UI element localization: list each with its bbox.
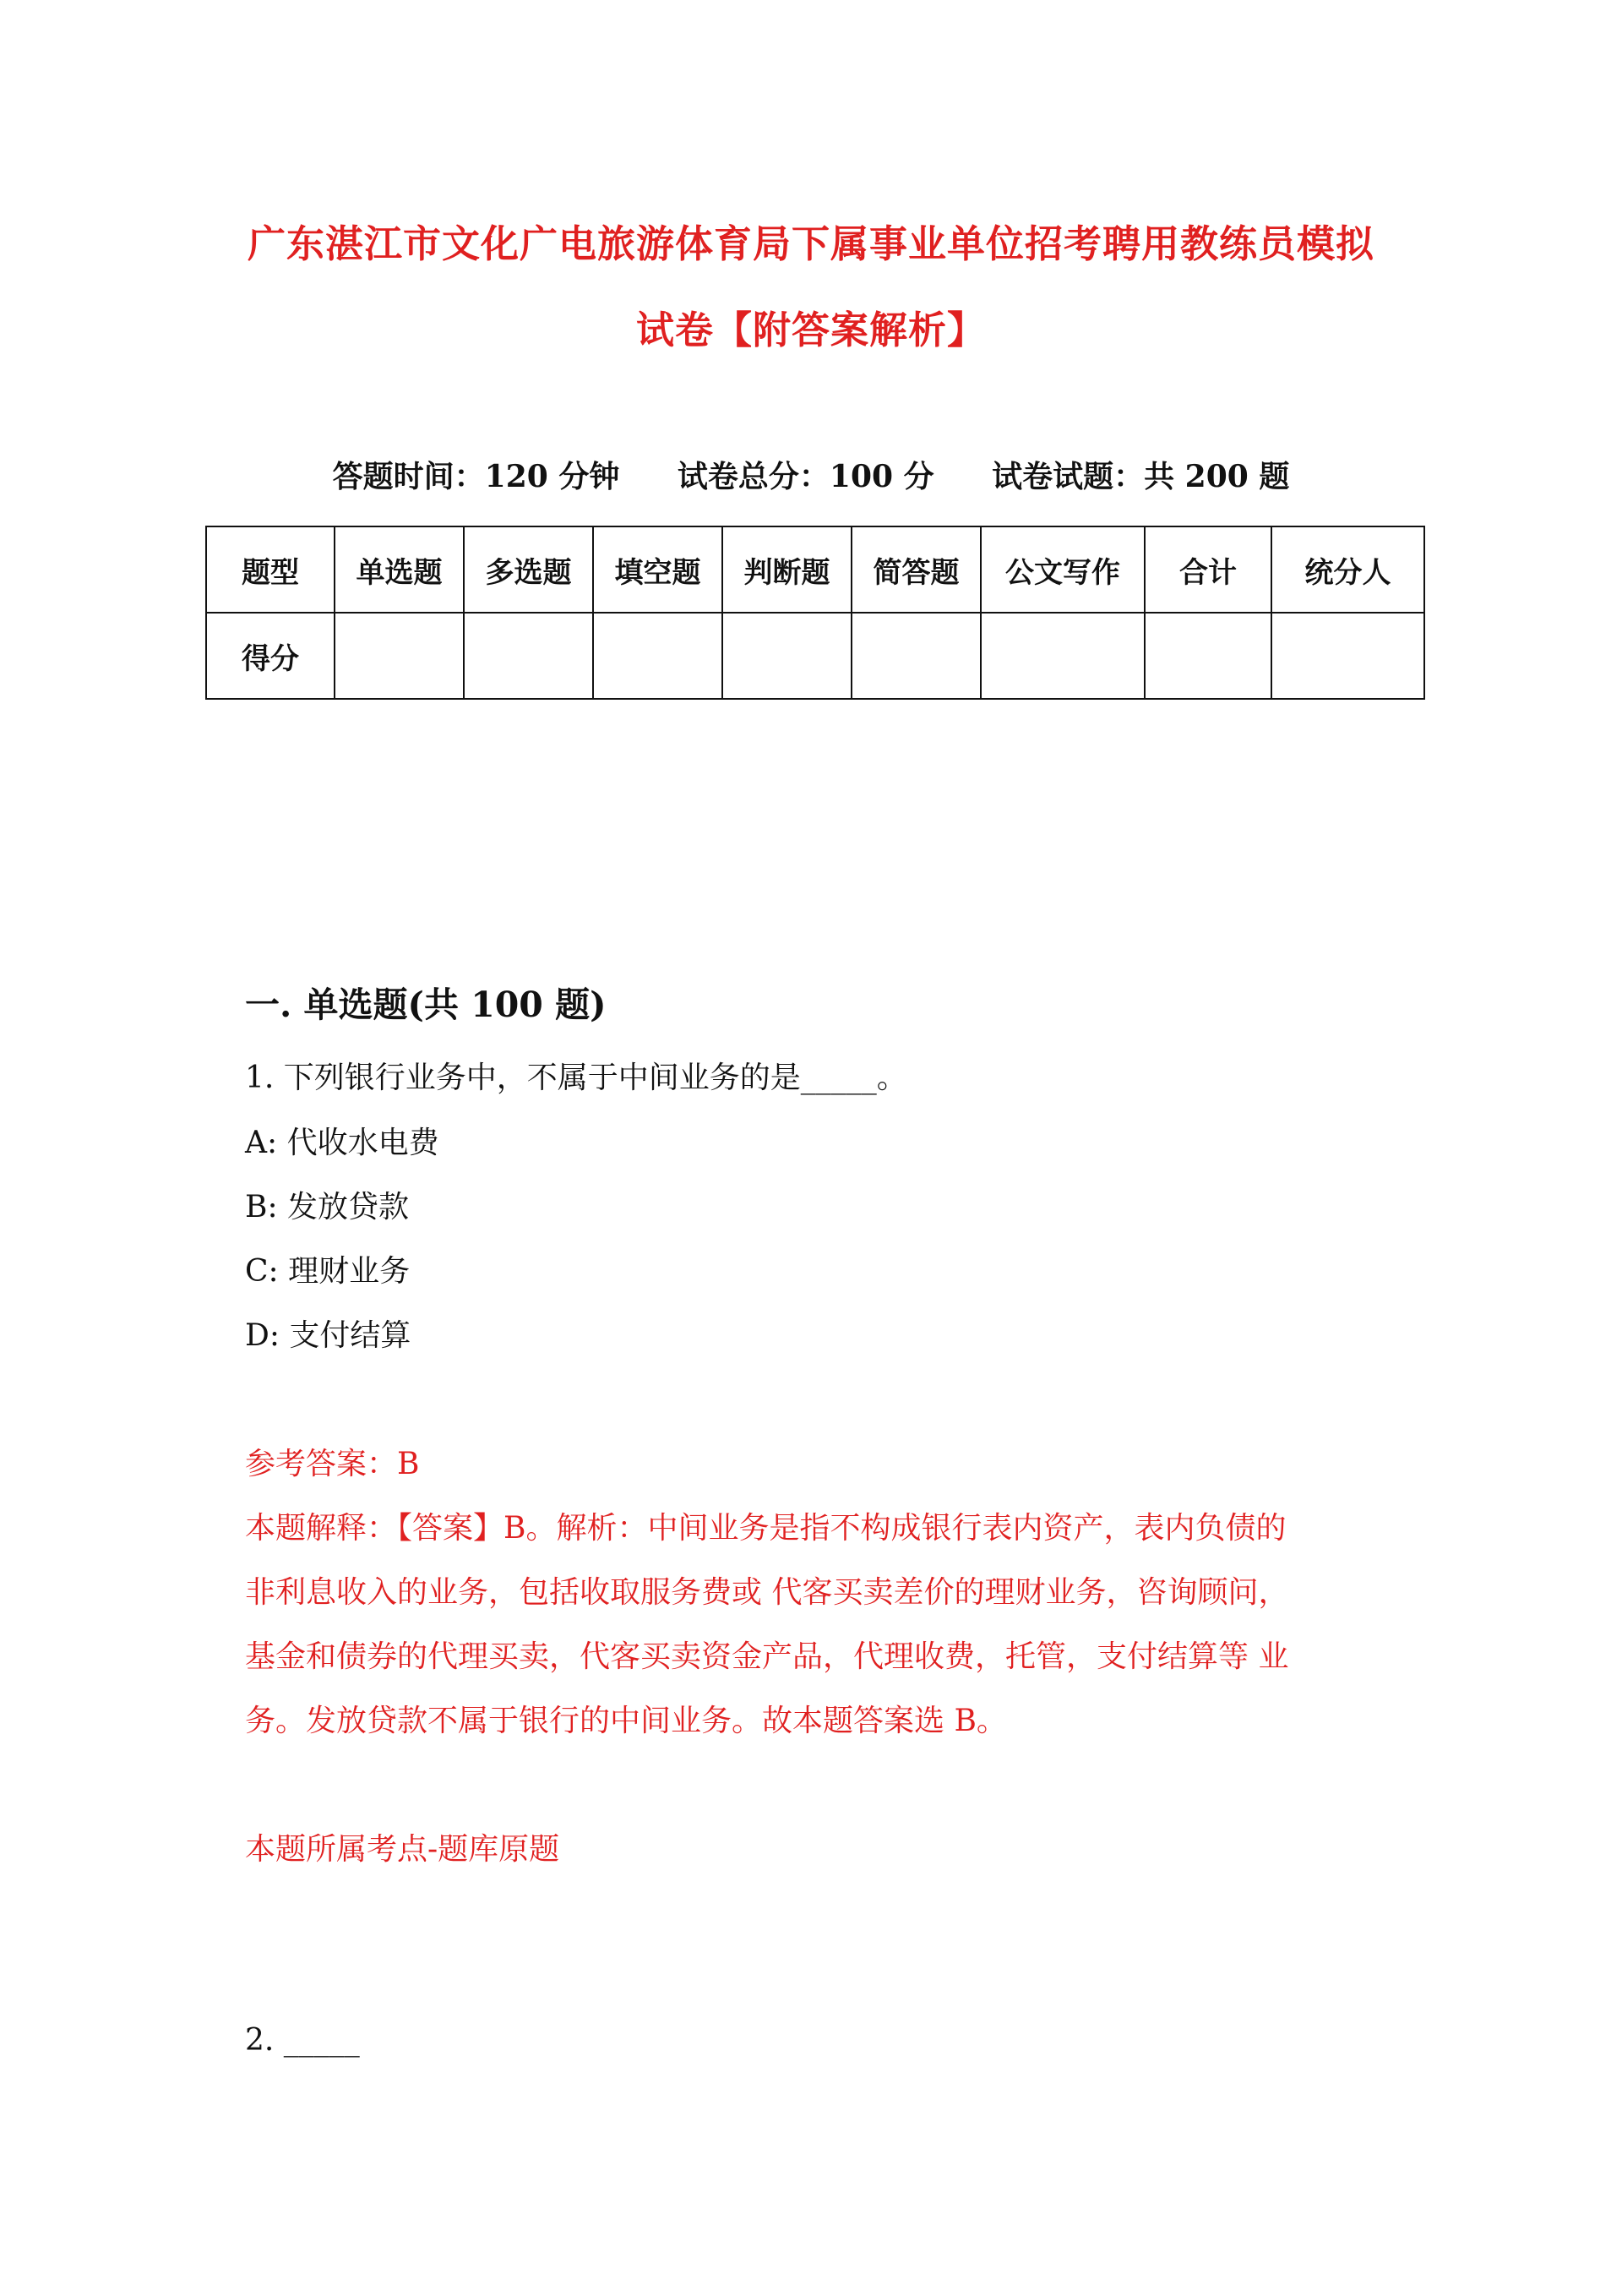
question-2-stem: 2. _____ [245, 2023, 360, 2058]
score-table-header-cell: 统分人 [1271, 526, 1424, 613]
score-table-header-cell: 简答题 [852, 526, 981, 613]
document-title-line-1: 广东湛江市文化广电旅游体育局下属事业单位招考聘用教练员模拟 [247, 221, 1374, 266]
score-table-score-row [206, 613, 1424, 699]
score-table-header-row [206, 526, 1424, 613]
document-title-line-2: 试卷【附答案解析】 [635, 308, 986, 352]
exam-question-count: 试卷试题：共 200 题 [992, 459, 1290, 494]
score-cell [852, 613, 981, 699]
question-1-explanation-line: 非利息收入的业务，包括收取服务费或 代客买卖差价的理财业务，咨询顾问， [245, 1575, 1289, 1610]
question-1-option-b: B: 发放贷款 [245, 1190, 410, 1224]
question-1-option-d: D: 支付结算 [245, 1318, 411, 1353]
score-table-header-cell: 判断题 [722, 526, 852, 613]
score-table-header-cell: 单选题 [335, 526, 464, 613]
question-1-option-c: C: 理财业务 [245, 1254, 411, 1289]
exam-total-score: 试卷总分：100 分 [677, 459, 934, 494]
score-table-header-cell: 题型 [206, 526, 335, 613]
score-cell [464, 613, 593, 699]
section-title: 一. 单选题(共 100 题) [245, 984, 607, 1025]
score-cell [593, 613, 722, 699]
question-1-explanation-line: 基金和债券的代理买卖，代客买卖资金产品，代理收费，托管，支付结算等 业 [245, 1639, 1289, 1674]
question-1-stem: 1. 下列银行业务中，不属于中间业务的是_____。 [245, 1061, 907, 1095]
question-1-explanation-line: 务。发放贷款不属于银行的中间业务。故本题答案选 B。 [245, 1704, 1007, 1738]
score-table-header-cell: 多选题 [464, 526, 593, 613]
score-cell [722, 613, 852, 699]
score-table-header-cell: 公文写作 [981, 526, 1145, 613]
score-table [205, 526, 1425, 700]
question-1-explanation-line: 本题解释：【答案】B。解析：中间业务是指不构成银行表内资产，表内负债的 [245, 1511, 1287, 1546]
question-1-option-a: A: 代收水电费 [245, 1126, 439, 1160]
exam-meta-row [0, 453, 1622, 496]
question-1-knowledge-point: 本题所属考点-题库原题 [245, 1832, 560, 1867]
question-1-answer: 参考答案：B [245, 1447, 420, 1481]
score-cell [1271, 613, 1424, 699]
score-cell [335, 613, 464, 699]
score-cell [981, 613, 1145, 699]
score-table-header-cell: 填空题 [593, 526, 722, 613]
score-cell [1145, 613, 1271, 699]
score-table-header-cell: 合计 [1145, 526, 1271, 613]
exam-time: 答题时间：120 分钟 [332, 459, 620, 494]
score-row-label: 得分 [206, 613, 335, 699]
